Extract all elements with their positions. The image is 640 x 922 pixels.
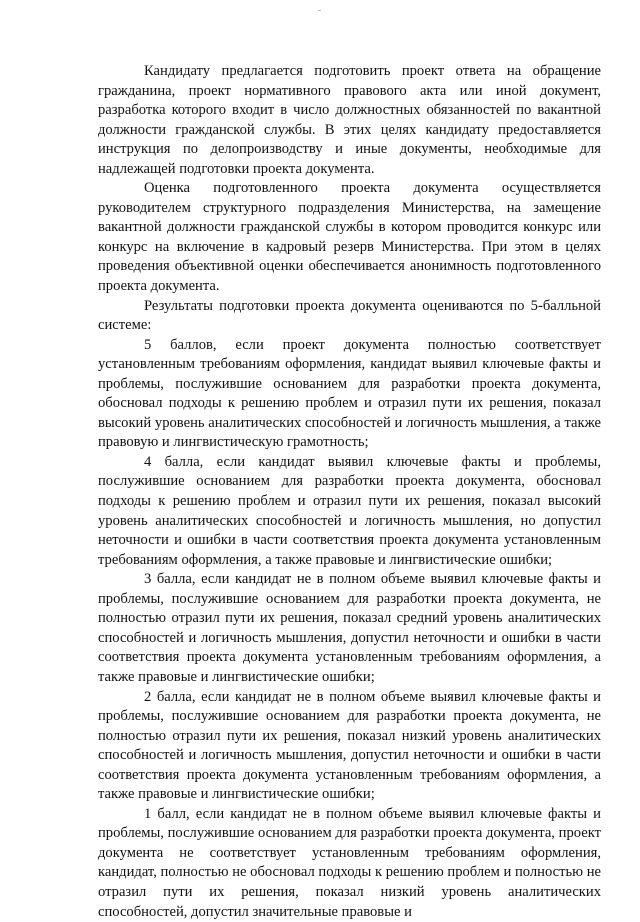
paragraph-scoring-system: Результаты подготовки проекта документа оцениваются по 5-балльной системе: [98, 297, 601, 334]
document-body [98, 62, 601, 922]
paragraph-score-3: 3 балла, если кандидат не в полном объеме выявил ключевые факты и проблемы, послужившие основанием для разработки проекта документа, не полностью отразил пути их решения, показал средний уровень аналитических способностей и логичность мышления, допустил неточности и ошибки в части соответствия проекта документа установленным требованиям оформления, а также правовые и лингвистические ошибки; [98, 571, 601, 685]
paragraph-evaluation: Оценка подготовленного проекта документа осуществляется руководителем структурного подразделения Министерства, на замещение вакантной должности гражданской службы в котором проводится конкурс или конкурс на включение в кадровый резерв Министерства. При этом в целях проведения объективной оценки обеспечивается анонимность подготовленного проекта документа. [98, 180, 601, 295]
paragraph-score-1: 1 балл, если кандидат не в полном объеме выявил ключевые факты и проблемы, послужившие основанием для разработки проекта документа, проект документа не соответствует установленным требованиям оформления, кандидат, полностью не обосновал подходы к решению проблем и полностью не отразил пути их решения, показал низкий уровень аналитических способностей, допустил значительные правовые и [98, 805, 601, 920]
paragraph-score-2: 2 балла, если кандидат не в полном объеме выявил ключевые факты и проблемы, послужившие основанием для разработки проекта документа, не полностью отразил пути их решения, показал низкий уровень аналитических способностей и логичность мышления, допустил неточности и ошибки в части соответствия проекта документа установленным требованиям оформления, а также правовые и лингвистические ошибки; [98, 688, 601, 803]
paragraph-score-5: 5 баллов, если проект документа полностью соответствует установленным требованиям оформления, кандидат выявил ключевые факты и проблемы, послужившие основанием для разработки проекта документа, обосновал подходы к решению проблем и отразил пути их решения, показал высокий уровень аналитических способностей и логичность мышления, а также правовую и лингвистическую грамотность; [98, 336, 601, 451]
scan-mark [318, 10, 321, 11]
paragraph-task-intro: Кандидату предлагается подготовить проект ответа на обращение гражданина, проект нормативного правового акта или иной документ, разработка которого входит в число должностных обязанностей по вакантной должности гражданской службы. В этих целях кандидату предоставляется инструкция по делопроизводству и иные документы, необходимые для надлежащей подготовки проекта документа. [98, 63, 601, 177]
paragraph-score-4: 4 балла, если кандидат выявил ключевые факты и проблемы, послужившие основанием для разработки проекта документа, обосновал подходы к решению проблем и отразил пути их решения, показал высокий уровень аналитических способностей и логичность мышления, но допустил неточности и ошибки в части соответствия проекта документа установленным требованиям оформления, а также правовые и лингвистические ошибки; [98, 453, 601, 568]
